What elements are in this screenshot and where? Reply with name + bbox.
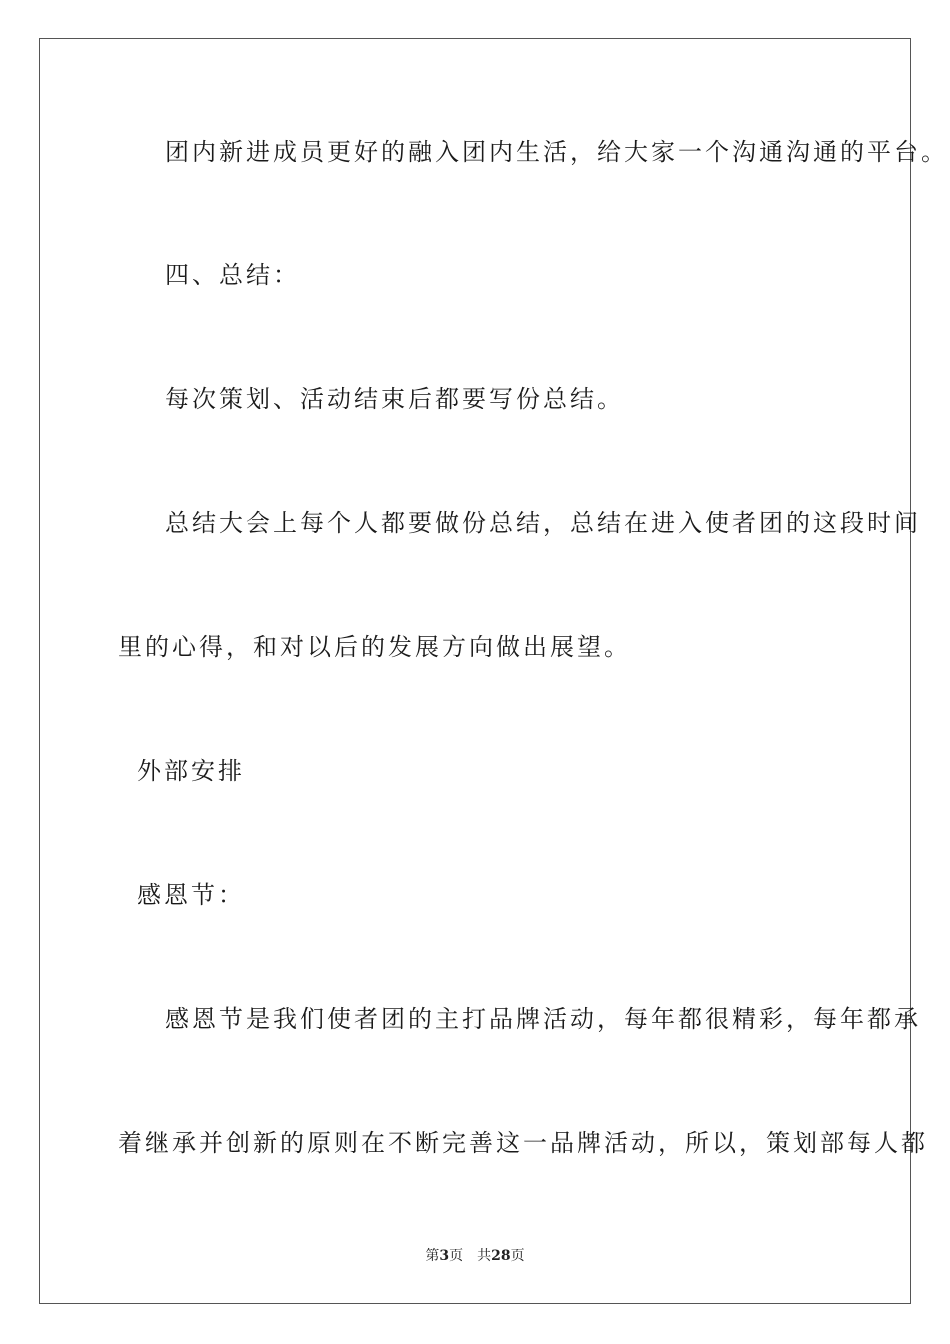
body-paragraph-line: 团内新进成员更好的融入团内生活，给大家一个沟通沟通的平台。 xyxy=(165,138,948,166)
page-border xyxy=(39,38,911,1304)
section-heading-external: 外部安排 xyxy=(137,757,245,785)
body-paragraph-line: 里的心得，和对以后的发展方向做出展望。 xyxy=(118,633,631,661)
page-footer xyxy=(0,1247,950,1265)
section-heading-summary: 四、总结： xyxy=(165,261,300,289)
body-paragraph-line: 总结大会上每个人都要做份总结，总结在进入使者团的这段时间 xyxy=(165,509,921,537)
footer-page-suffix: 页 xyxy=(449,1248,464,1264)
footer-total-suffix: 页 xyxy=(510,1248,525,1264)
footer-total-pages: 28 xyxy=(491,1248,511,1264)
body-paragraph-line: 每次策划、活动结束后都要写份总结。 xyxy=(165,385,624,413)
footer-page-prefix: 第 xyxy=(425,1248,440,1264)
body-paragraph-line: 着继承并创新的原则在不断完善这一品牌活动，所以，策划部每人都 xyxy=(118,1129,928,1157)
footer-page-number: 3 xyxy=(439,1248,450,1264)
body-paragraph-line: 感恩节是我们使者团的主打品牌活动，每年都很精彩，每年都承 xyxy=(165,1005,921,1033)
footer-total-prefix: 共 xyxy=(477,1248,492,1264)
section-heading-thanksgiving: 感恩节： xyxy=(137,881,245,909)
